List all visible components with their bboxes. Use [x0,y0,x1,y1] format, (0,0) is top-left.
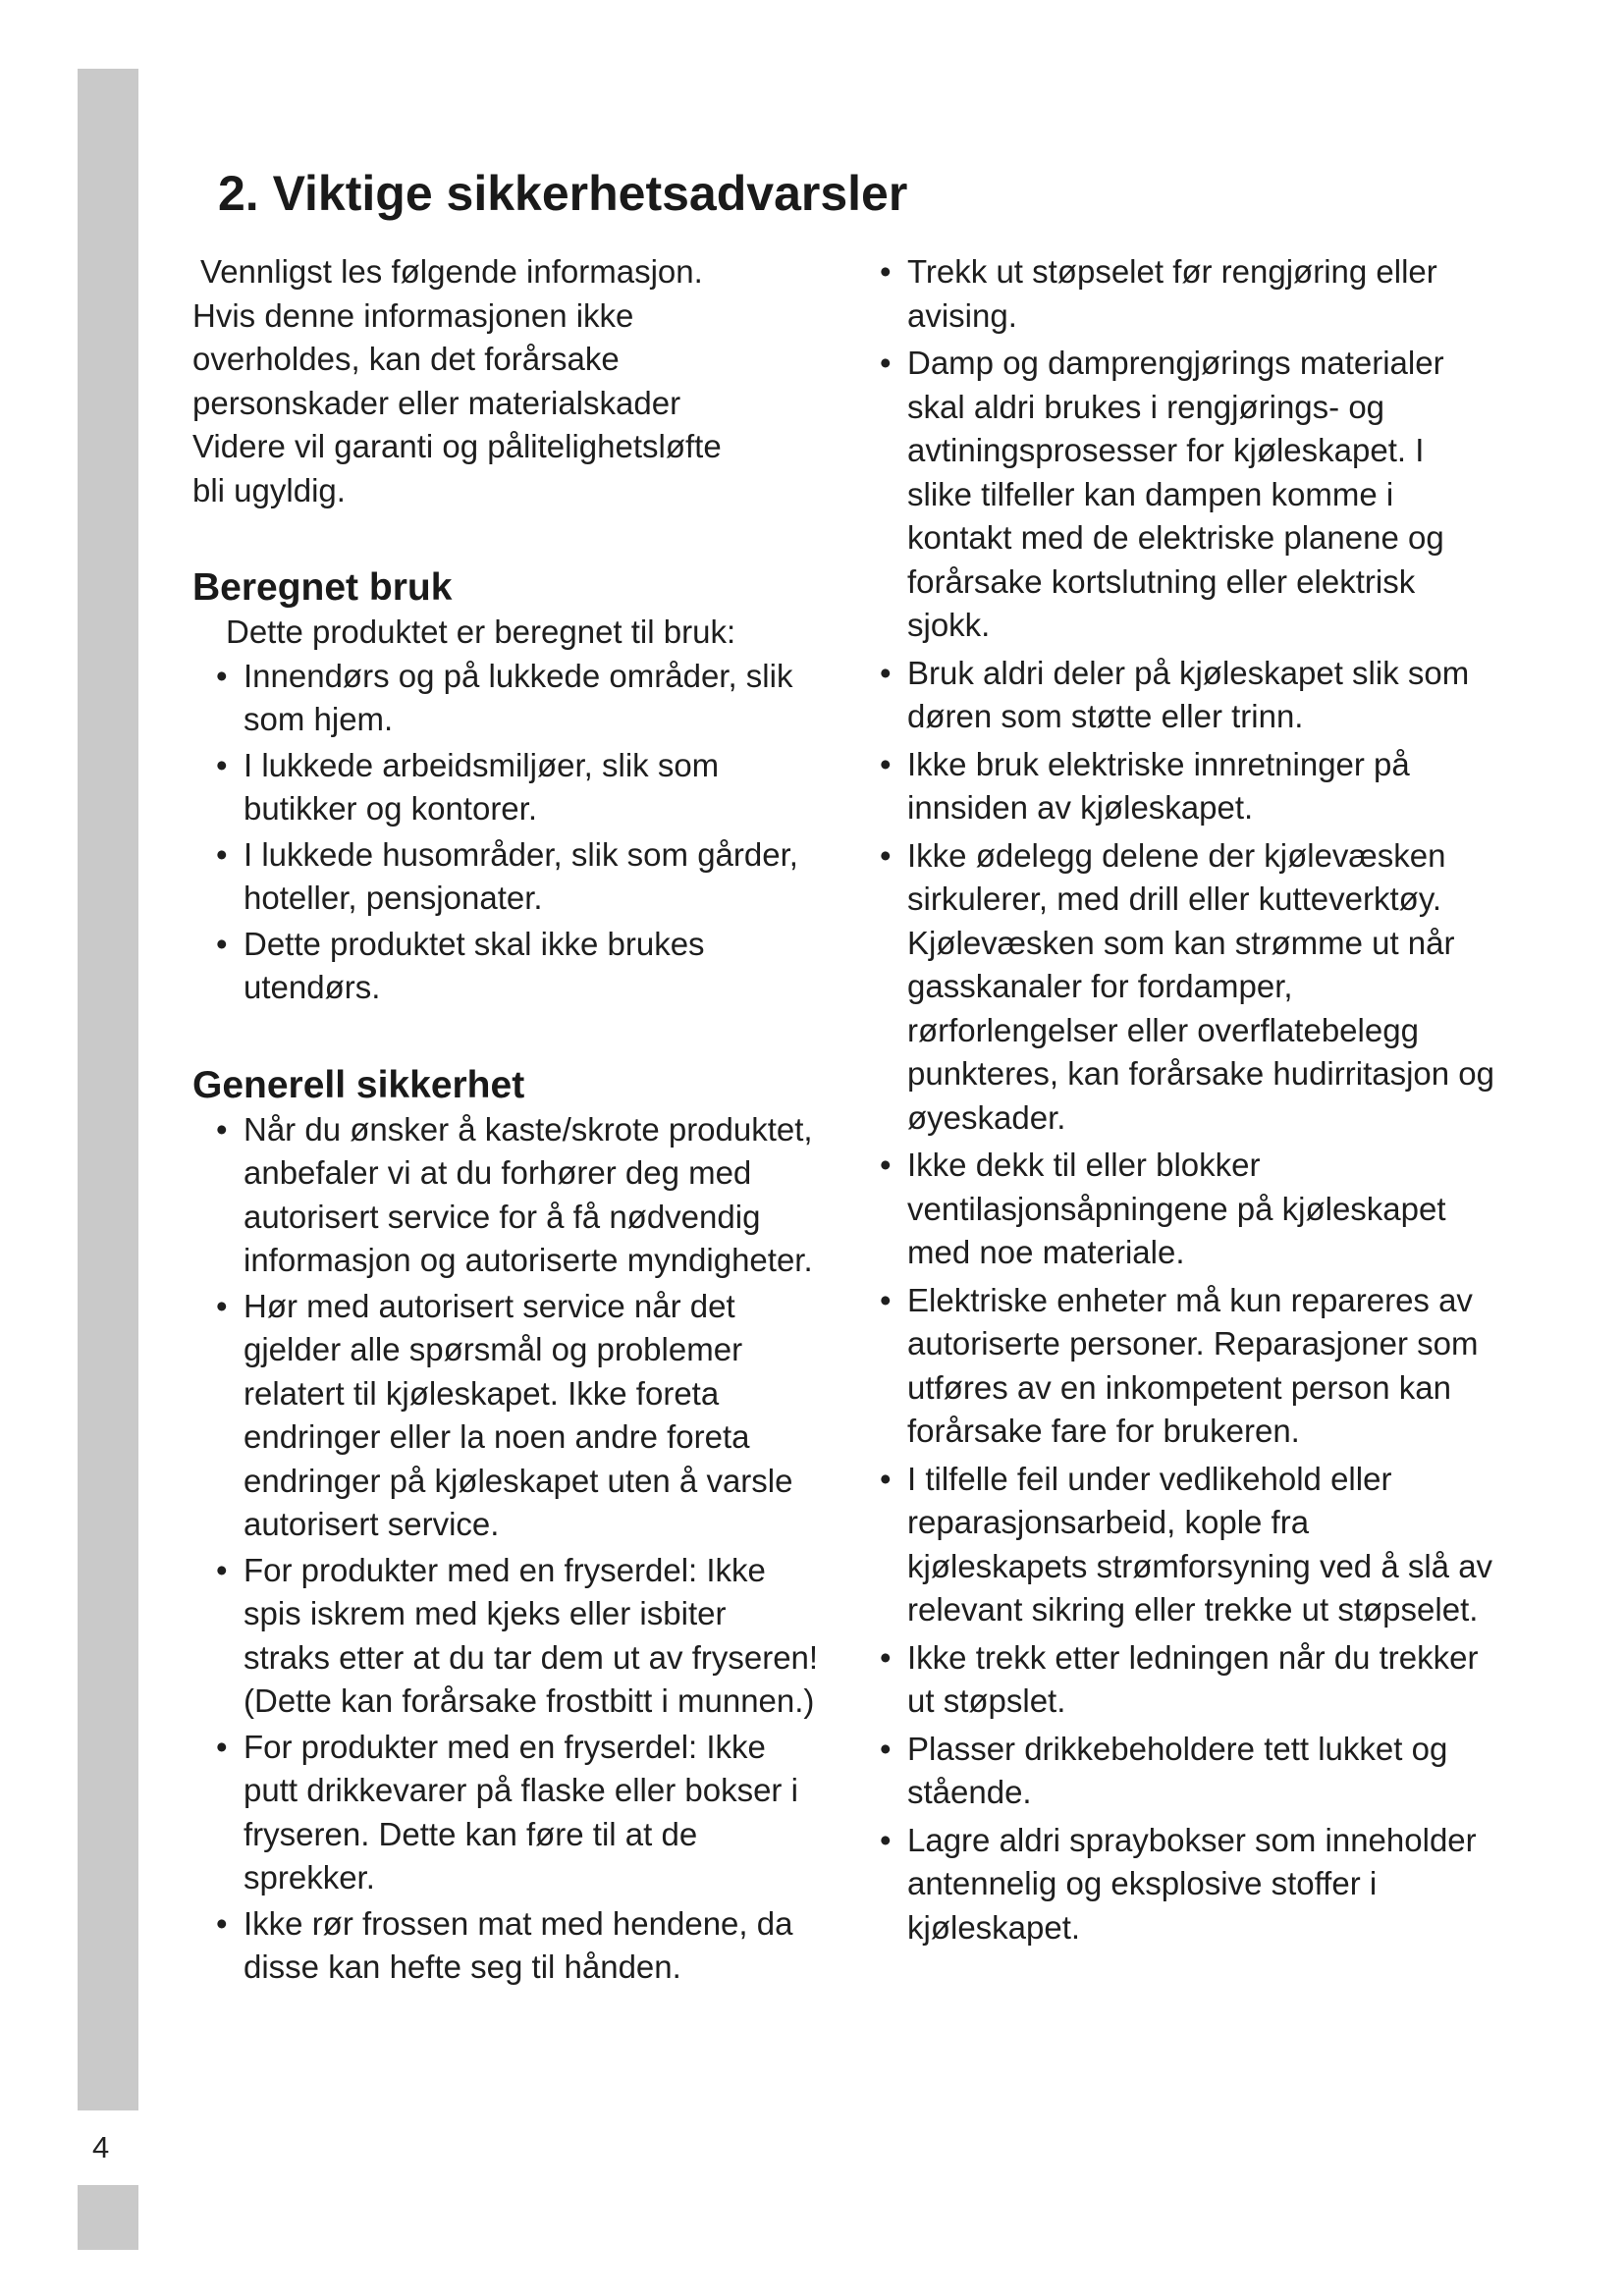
list-item-text: Innendørs og på lukkede områder, slik som hjem. [244,657,793,737]
section-lead: Dette produktet er beregnet til bruk: [226,614,736,650]
bullet-icon: • [880,345,892,381]
general-safety-list [192,1108,821,1990]
list-item [192,1549,821,1724]
list-item-text: Bruk aldri deler på kjøleskapet slik som døren som støtte eller trinn. [907,654,1470,734]
bullet-icon: • [880,654,892,691]
list-item [856,1819,1494,1950]
bullet-icon: • [880,1147,892,1183]
section-title-general-safety: Generell sikkerhet [192,1063,525,1106]
bullet-icon: • [216,1551,228,1588]
bullet-icon: • [880,1460,892,1497]
list-item-text: Ikke rør frossen mat med hendene, da disse kan hefte seg til hånden. [244,1904,793,1985]
list-item [192,1726,821,1900]
list-item [192,1902,821,1990]
list-item [192,655,821,742]
list-item-text: For produkter med en fryserdel: Ikke putt drikkevarer på flaske eller bokser i fryseren. Dette kan føre til at de sprekker. [244,1728,798,1896]
section-title-intended-use: Beregnet bruk [192,566,453,609]
bullet-icon: • [216,746,228,783]
list-item-text: Ikke trekk etter ledningen når du trekker ut støpslet. [907,1638,1479,1719]
list-item [856,250,1494,338]
bullet-icon: • [880,1638,892,1676]
list-item [192,1108,821,1283]
list-item [856,1279,1494,1454]
page-number: 4 [92,2130,110,2164]
bullet-icon: • [216,657,228,694]
list-item [856,652,1494,739]
intro-line: personskader eller materialskader [192,384,681,421]
bullet-icon: • [216,925,228,962]
bullet-icon: • [880,745,892,782]
list-item-text: I lukkede arbeidsmiljøer, slik som butikker og kontorer. [244,746,720,827]
list-item-text: Dette produktet skal ikke brukes utendørs. [244,925,705,1005]
bullet-icon: • [880,836,892,874]
list-item [192,833,821,921]
list-item-text: Ikke dekk til eller blokker ventilasjonsåpningene på kjøleskapet med noe materiale. [907,1147,1446,1270]
footer-margin-block [78,2185,138,2250]
bullet-icon: • [216,1728,228,1765]
side-margin-bar [78,69,138,2110]
list-item [856,834,1494,1141]
list-item [856,1636,1494,1724]
intro-paragraph [192,250,821,512]
list-item [856,342,1494,648]
intro-line: Videre vil garanti og pålitelighetsløfte [192,428,722,464]
list-item [856,1728,1494,1815]
list-item-text: Lagre aldri spraybokser som inneholder antennelig og eksplosive stoffer i kjøleskapet. [907,1821,1477,1946]
list-item-text: Damp og damprengjørings materialer skal aldri brukes i rengjørings- og avtiningsprosesser for kjøleskapet. I slike tilfeller kan dampen komme i kontakt med de elektriske planene og forårsake kortslutning eller elektrisk sjokk. [907,345,1444,643]
list-item-text: Ikke ødelegg delene der kjølevæsken sirkulerer, med drill eller kutteverktøy. Kjølevæsken som kan strømme ut når gasskanaler for fordamper, rørforlengelser eller overflatebelegg punkteres, kan forårsake hudirritasjon og øyeskader. [907,836,1494,1136]
list-item [192,923,821,1010]
bullet-icon: • [216,1287,228,1324]
list-item [856,1458,1494,1632]
list-item-text: For produkter med en fryserdel: Ikke spis iskrem med kjeks eller isbiter straks etter at du tar dem ut av fryseren! (Dette kan forårsake frostbitt i munnen.) [244,1551,819,1719]
bullet-icon: • [216,835,228,873]
intro-line: overholdes, kan det forårsake [192,341,620,377]
bullet-icon: • [216,1904,228,1942]
list-item-text: Hør med autorisert service når det gjelder alle spørsmål og problemer relatert til kjøleskapet. Ikke foreta endringer eller la noen andre foreta endringer på kjøleskapet uten å varsle autorisert service. [244,1287,793,1542]
intended-use-list [192,655,821,1010]
list-item [856,743,1494,830]
intro-line: bli ugyldig. [192,471,346,508]
list-item-text: Plasser drikkebeholdere tett lukket og stående. [907,1730,1448,1810]
bullet-icon: • [880,1821,892,1858]
list-item-text: I tilfelle feil under vedlikehold eller reparasjonsarbeid, kople fra kjøleskapets strømforsyning ved å slå av relevant sikring eller trekke ut støpselet. [907,1460,1493,1628]
page-title: 2. Viktige sikkerhetsadvarsler [218,166,908,221]
intro-line: Hvis denne informasjonen ikke [192,296,634,334]
left-column [192,250,821,1992]
list-item-text: Når du ønsker å kaste/skrote produktet, anbefaler vi at du forhører deg med autorisert service for å få nødvendig informasjon og autoriserte myndigheter. [244,1110,813,1278]
list-item [192,744,821,831]
list-item-text: I lukkede husområder, slik som gårder, hoteller, pensjonater. [244,835,798,916]
list-item [192,1285,821,1547]
bullet-icon: • [216,1110,228,1148]
bullet-icon: • [880,1281,892,1318]
intro-line: Vennligst les følgende informasjon. [200,253,703,290]
right-column [856,250,1494,1953]
list-item-text: Elektriske enheter må kun repareres av autoriserte personer. Reparasjoner som utføres av en inkompetent person kan forårsake fare for brukeren. [907,1281,1479,1449]
list-item-text: Trekk ut støpselet før rengjøring eller avising. [907,253,1437,334]
bullet-icon: • [880,1730,892,1767]
list-item [856,1144,1494,1275]
list-item-text: Ikke bruk elektriske innretninger på innsiden av kjøleskapet. [907,745,1410,826]
right-safety-list [856,250,1494,1949]
bullet-icon: • [880,253,892,290]
